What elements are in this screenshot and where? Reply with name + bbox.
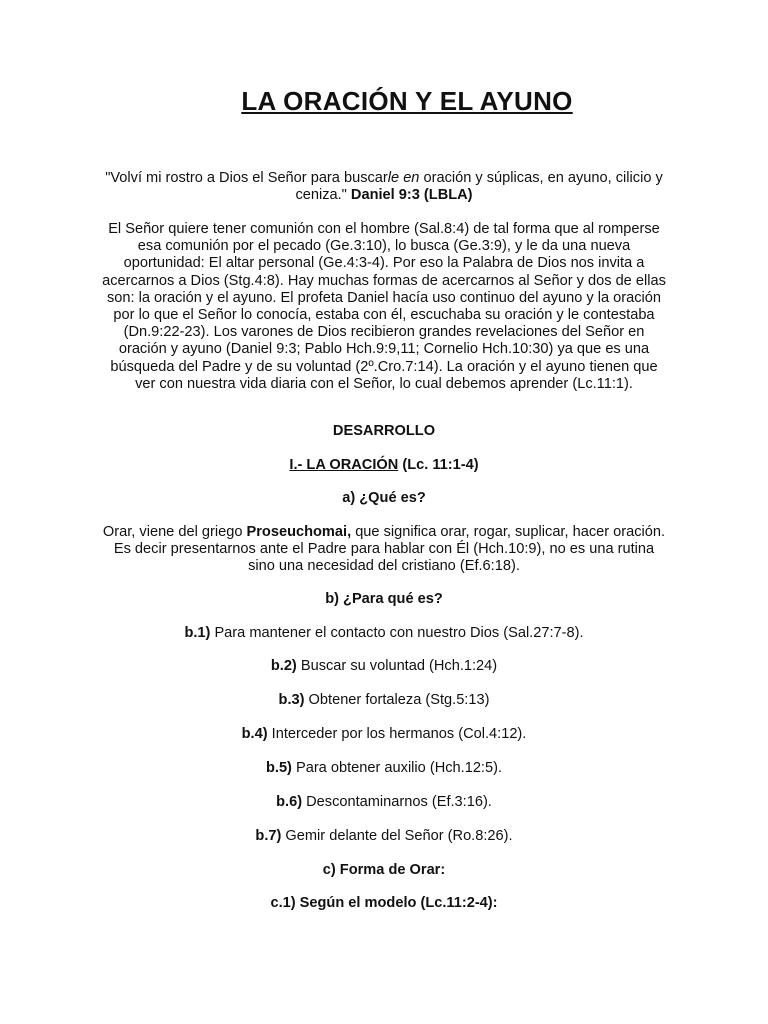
section-title-oracion: I.- LA ORACIÓN (289, 457, 399, 473)
purpose-text: Interceder por los hermanos (Col.4:12). (267, 726, 527, 742)
purpose-label: b.6) (276, 794, 303, 810)
subheading-segun-el-modelo: c.1) Según el modelo (Lc.11:2-4): (270, 895, 498, 911)
purpose-label: b.3) (278, 692, 305, 708)
purpose-text: Para mantener el contacto con nuestro Dios (Sal.27:7-8). (210, 625, 584, 641)
purpose-item (100, 658, 668, 675)
subheading-forma-de-orar: c) Forma de Orar: (322, 862, 446, 878)
purpose-item (100, 828, 668, 845)
definition-paragraph (100, 524, 668, 576)
purpose-text: Descontaminarnos (Ef.3:16). (302, 794, 492, 810)
purpose-text: Obtener fortaleza (Stg.5:13) (304, 692, 490, 708)
purpose-text: Para obtener auxilio (Hch.12:5). (291, 760, 503, 776)
purpose-label: b.7) (255, 828, 282, 844)
epigraph-reference: Daniel 9:3 (LBLA) (350, 187, 473, 204)
subheading-que-es: a) ¿Qué es? (342, 490, 426, 506)
purpose-label: b.5) (265, 760, 292, 776)
subheading-para-que-es: b) ¿Para qué es? (325, 591, 443, 607)
document-title: LA ORACIÓN Y EL AYUNO (241, 86, 573, 116)
definition-term: Proseuchomai, (246, 524, 352, 540)
purpose-item (100, 794, 668, 811)
purpose-item (100, 625, 668, 642)
section-heading-desarrollo: DESARROLLO (332, 423, 436, 439)
purpose-item (100, 692, 668, 709)
section-heading-oracion (100, 457, 668, 474)
epigraph-quote-b: oración y súplicas, en ayuno, cilicio y ceniza." (295, 170, 663, 204)
purpose-item (100, 760, 668, 777)
epigraph-quote-italic: le en (387, 170, 420, 186)
purpose-text: Gemir delante del Señor (Ro.8:26). (281, 828, 513, 844)
definition-text-b: que significa orar, rogar, suplicar, hacer oración. Es decir presentarnos ante el Padre para hablar con Él (Hch.10:9), no es una rutina sino una necesidad del cristiano (Ef.6:18). (113, 524, 666, 575)
purpose-label: b.2) (270, 658, 297, 674)
purpose-label: b.4) (241, 726, 268, 742)
definition-text-a: Orar, viene del griego (102, 524, 247, 540)
epigraph (100, 170, 668, 204)
purpose-item (100, 726, 668, 743)
intro-paragraph: El Señor quiere tener comunión con el hombre (Sal.8:4) de tal forma que al romperse esa comunión por el pecado (Ge.3:10), lo busca (Ge.3:9), y le da una nueva oportunidad: El altar personal (Ge.4:3-4). Por eso la Palabra de Dios nos invita a acercarnos a Dios (Stg.4:8). Hay muchas formas de acercarnos al Señor y dos de ellas son: la oración y el ayuno. El profeta Daniel hacía uso continuo del ayuno y la oración por lo que el Señor lo conocía, estaba con él, escuchaba su oración y le contestaba (Dn.9:22-23). Los varones de Dios recibieron grandes revelaciones del Señor en oración y ayuno (Daniel 9:3; Pablo Hch.9:9,11; Cornelio Hch.10:30) ya que es una búsqueda del Padre y de su voluntad (2º.Cro.7:14). La oración y el ayuno tienen que ver con nuestra vida diaria con el Señor, lo cual debemos aprender (Lc.11:1). (102, 221, 666, 392)
purpose-text: Buscar su voluntad (Hch.1:24) (296, 658, 498, 674)
purpose-label: b.1) (184, 625, 211, 641)
section-ref-oracion: (Lc. 11:1-4) (398, 457, 479, 473)
epigraph-quote-a: "Volví mi rostro a Dios el Señor para buscar (105, 170, 388, 186)
